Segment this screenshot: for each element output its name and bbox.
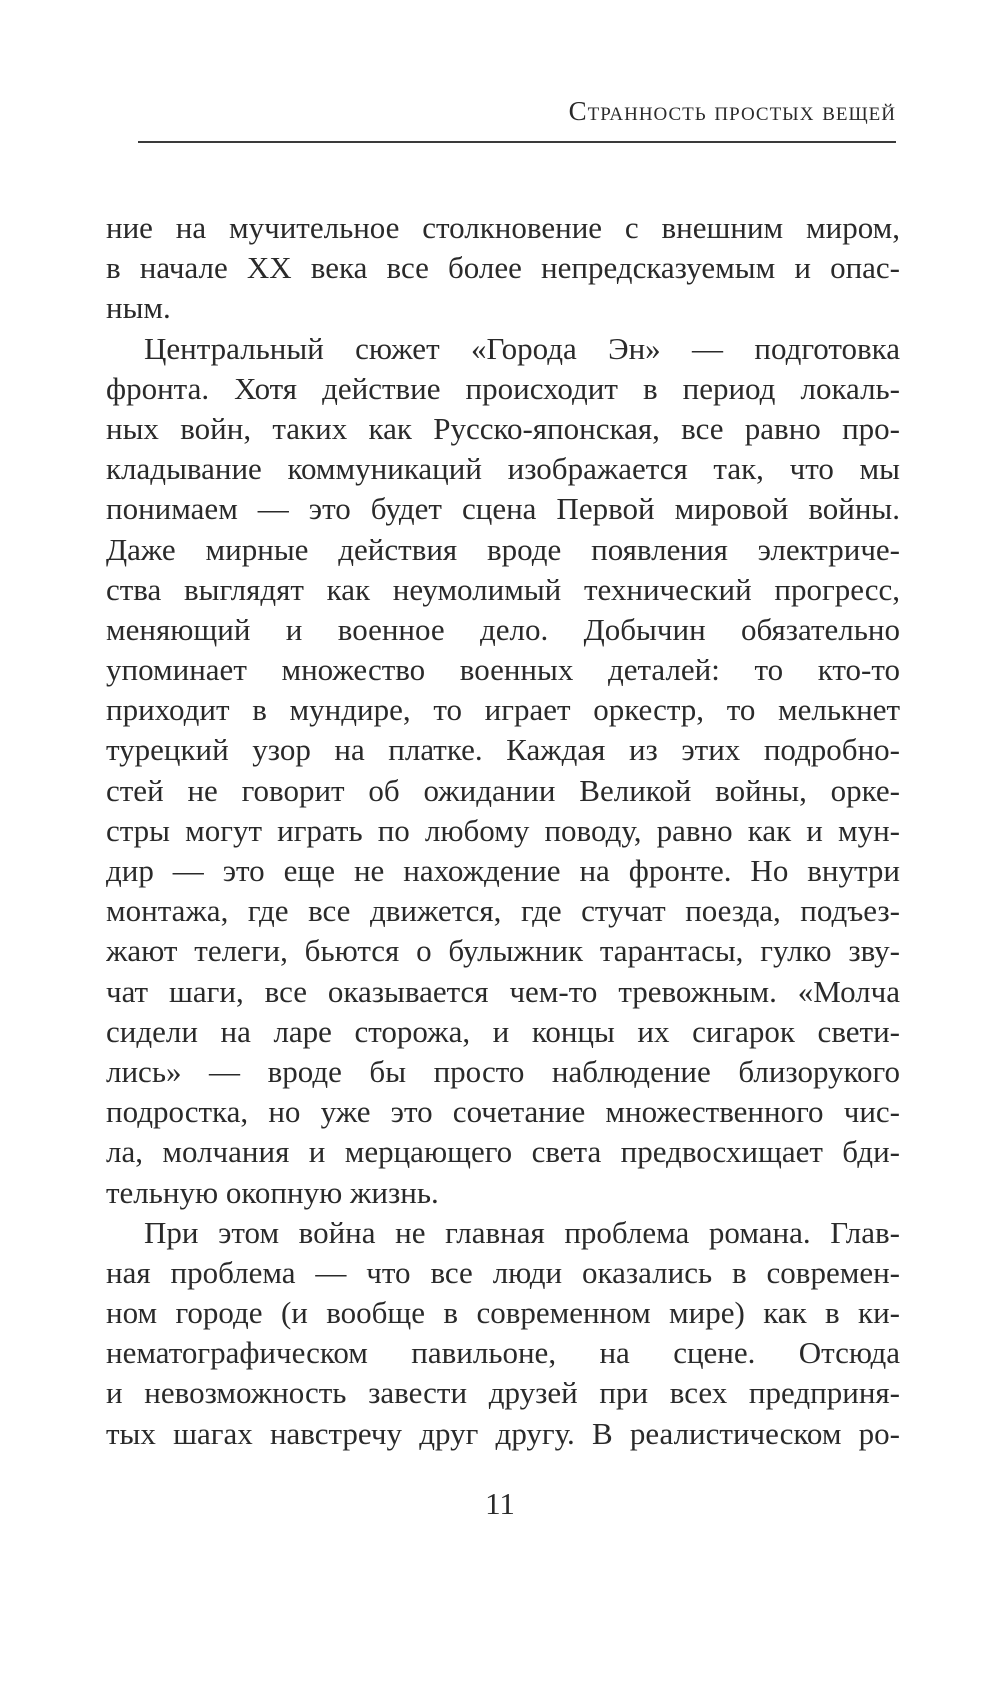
text-line: лись» — вроде бы просто наблюдение близорукого: [106, 1053, 900, 1089]
text-line: нематографическом павильоне, на сцене. Отсюда: [106, 1335, 900, 1371]
text-line: меняющий и военное дело. Добычин обязательно: [106, 611, 900, 647]
text-line: приходит в мундире, то играет оркестр, то мелькнет: [106, 692, 900, 728]
text-line: турецкий узор на платке. Каждая из этих подробно-: [106, 732, 900, 768]
text-line: ние на мучительное столкновение с внешним миром,: [106, 210, 900, 245]
text-line: ла, молчания и мерцающего света предвосхищает бди-: [106, 1134, 900, 1170]
text-line: фронта. Хотя действие происходит в период локаль-: [106, 370, 900, 406]
text-line: ных войн, таких как Русско-японская, все равно про-: [106, 410, 900, 446]
text-line: и невозможность завести друзей при всех предприня-: [106, 1375, 900, 1411]
text-line: в начале XX века все более непредсказуемым и опас-: [106, 250, 900, 286]
text-line: подростка, но уже это сочетание множественного чис-: [106, 1094, 900, 1130]
text-line: стры могут играть по любому поводу, равно как и мун-: [106, 812, 900, 848]
text-line: упоминает множество военных деталей: то кто-то: [106, 652, 900, 688]
header-rule: [138, 141, 896, 143]
text-line: Даже мирные действия вроде появления электриче-: [106, 531, 900, 567]
text-line: ным.: [106, 290, 171, 326]
page-number: 11: [485, 1486, 515, 1521]
text-line: ная проблема — что все люди оказались в современ-: [106, 1254, 900, 1290]
text-line: ства выглядят как неумолимый технический прогресс,: [106, 571, 900, 607]
text-line: сидели на ларе сторожа, и концы их сигарок свети-: [106, 1013, 900, 1049]
text-line: понимаем — это будет сцена Первой мировой войны.: [106, 491, 900, 527]
text-line: тельную окопную жизнь.: [106, 1174, 439, 1210]
text-line: дир — это еще не нахождение на фронте. Но внутри: [106, 853, 900, 888]
text-line: При этом война не главная проблема романа. Глав-: [144, 1214, 900, 1250]
text-line: монтажа, где все движется, где стучат поезда, подъез-: [106, 893, 900, 929]
body-text: [106, 208, 900, 1454]
running-head: Странность простых вещей: [568, 96, 896, 126]
text-line: Центральный сюжет «Города Эн» — подготовка: [144, 330, 900, 366]
text-line: кладывание коммуникаций изображается так, что мы: [106, 451, 900, 487]
text-line: стей не говорит об ожидании Великой войны, орке-: [106, 772, 900, 808]
text-line: ном городе (и вообще в современном мире) как в ки-: [106, 1295, 900, 1331]
text-line: тых шагах навстречу друг другу. В реалистическом ро-: [106, 1415, 900, 1451]
text-line: чат шаги, все оказывается чем-то тревожным. «Молча: [106, 973, 900, 1009]
text-line: жают телеги, бьются о булыжник тарантасы, гулко зву-: [106, 933, 900, 969]
